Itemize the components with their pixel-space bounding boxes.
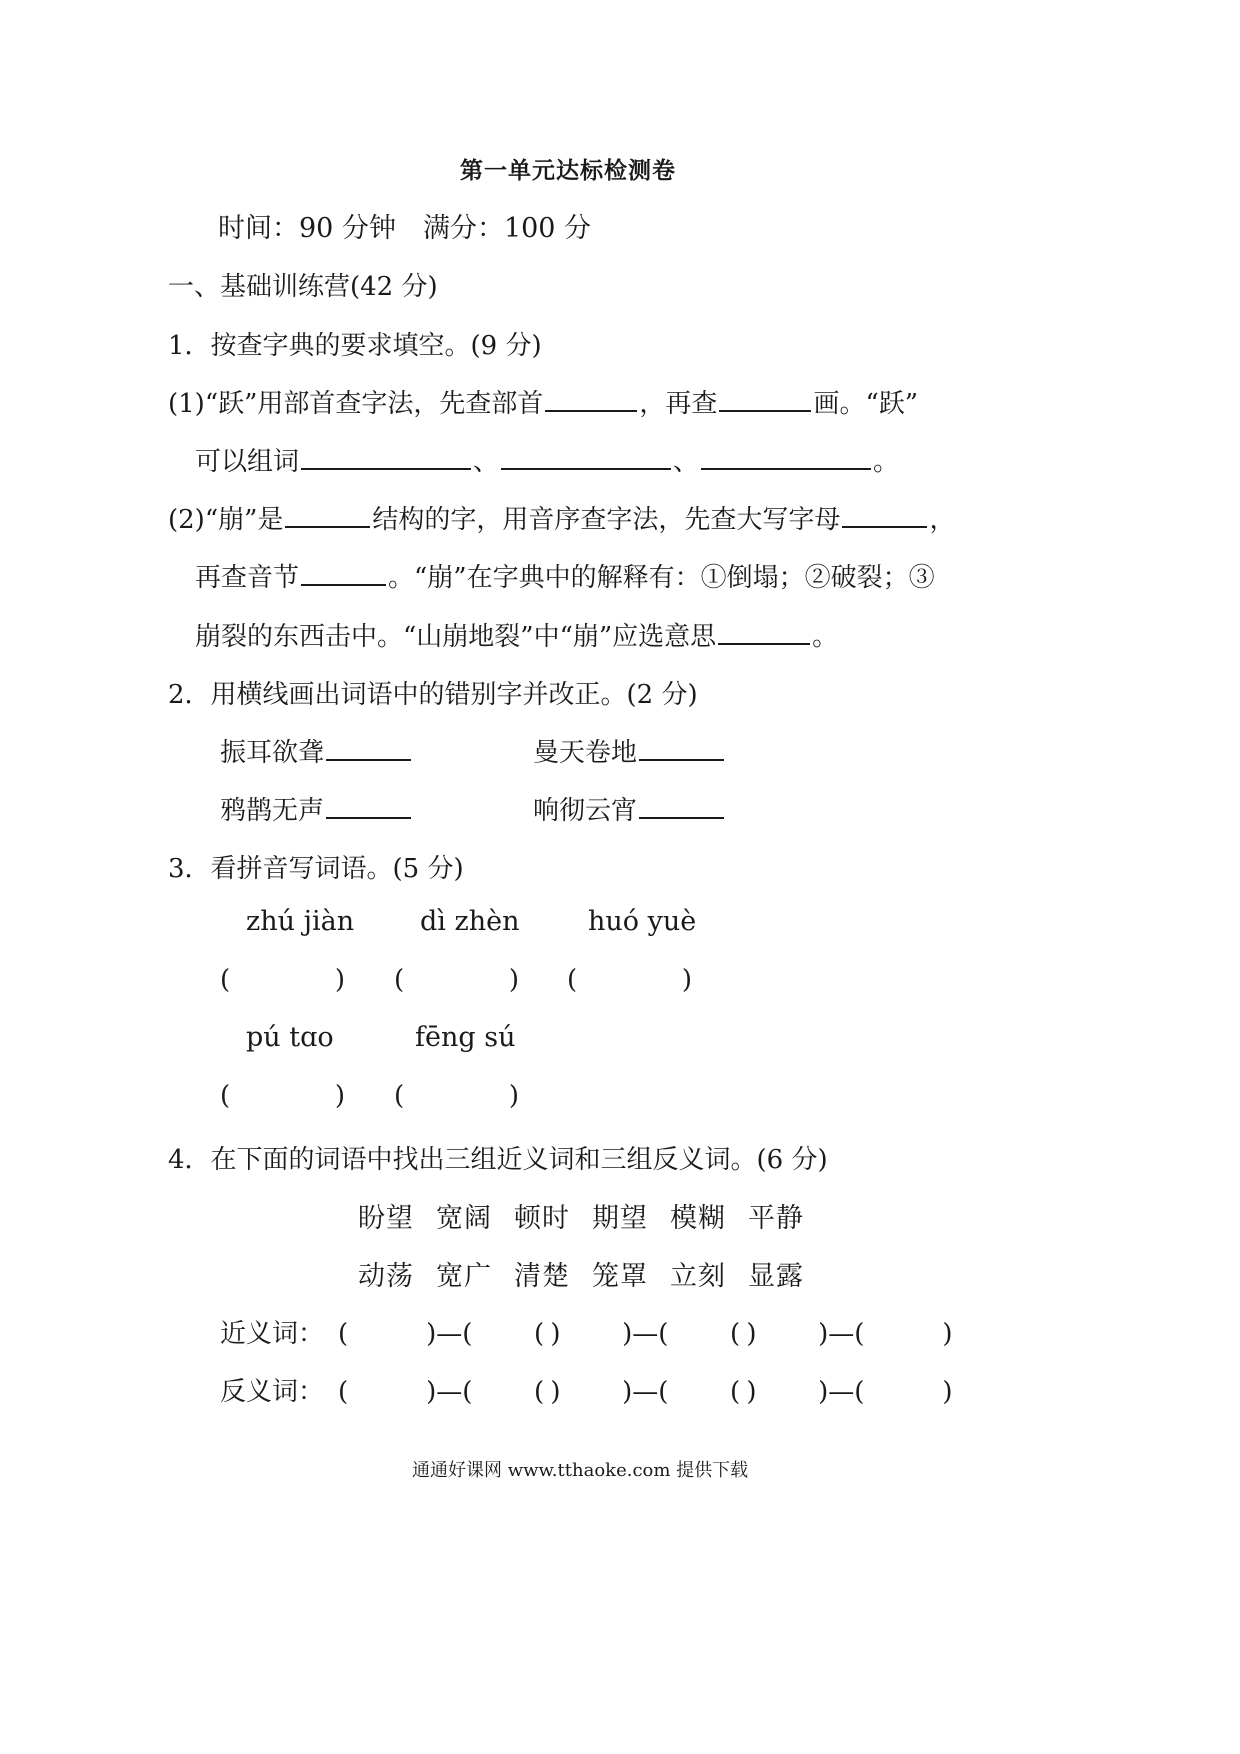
q1-p2-text-e: 。“崩”在字典中的解释有：①倒塌；②破裂；③ [388, 563, 935, 593]
word-row-1 [358, 1196, 826, 1235]
sep: 、 [473, 447, 500, 477]
q2-item-4 [533, 790, 726, 827]
q1-p2-text-c: ， [929, 505, 956, 535]
synonym-pair-1[interactable]: ( )—( ) [338, 1319, 561, 1349]
q1-p1-line1 [168, 383, 918, 420]
q1-p2-text-d: 再查音节 [195, 563, 300, 593]
word: 立刻 [670, 1261, 726, 1292]
q1-p2-line2 [195, 557, 935, 594]
blank-capital-letter[interactable] [842, 504, 927, 528]
paren-open: ( [394, 965, 405, 995]
antonym-row [220, 1371, 953, 1408]
q2-word: 响彻云宵 [533, 796, 638, 826]
word: 宽广 [436, 1261, 492, 1292]
pinyin-1: zhú jiàn [246, 906, 355, 937]
q2-item-2 [533, 732, 726, 769]
paren-open: ( [220, 965, 231, 995]
pinyin-3: huó yuè [588, 906, 697, 937]
answer-box-2[interactable] [394, 965, 519, 995]
answer-box-4[interactable] [220, 1081, 345, 1111]
q2-word: 鸦鹊无声 [220, 796, 325, 826]
exam-title: 第一单元达标检测卷 [460, 157, 676, 184]
word: 期望 [592, 1203, 648, 1234]
antonym-pair-1[interactable]: ( )—( ) [338, 1377, 561, 1407]
q1-p1-line2 [195, 441, 899, 478]
pinyin-5: fēng sú [415, 1022, 516, 1053]
blank-strokes[interactable] [719, 388, 811, 412]
q2-item-3 [220, 790, 413, 827]
answer-box-5[interactable] [394, 1081, 519, 1111]
paren-open: ( [394, 1081, 405, 1111]
q2-prompt: 2．用横线画出词语中的错别字并改正。(2 分) [168, 680, 698, 710]
paren-open: ( [220, 1081, 231, 1111]
blank-radical[interactable] [545, 388, 637, 412]
blank-correction[interactable] [639, 737, 724, 761]
paren-open: ( [567, 965, 578, 995]
paren-close: ) [334, 965, 345, 995]
q1-p2-text-a: (2)“崩”是 [168, 505, 284, 535]
section-heading: 一、基础训练营(42 分) [168, 272, 438, 302]
blank-meaning[interactable] [718, 621, 810, 645]
q1-p2-line1 [168, 499, 955, 536]
paren-close: ) [508, 1081, 519, 1111]
blank-word-1[interactable] [301, 446, 471, 470]
paren-close: ) [334, 1081, 345, 1111]
word-row-2 [358, 1254, 826, 1293]
blank-word-3[interactable] [701, 446, 871, 470]
footer-text: 通通好课网 www.tthaoke.com 提供下载 [412, 1460, 749, 1481]
blank-correction[interactable] [639, 795, 724, 819]
antonym-pair-2[interactable]: ( )—( ) [534, 1377, 757, 1407]
q1-p1-text-a: (1)“跃”用部首查字法，先查部首 [168, 389, 544, 419]
synonym-row [220, 1313, 953, 1350]
blank-correction[interactable] [326, 795, 411, 819]
answer-box-3[interactable] [567, 965, 692, 995]
q4-prompt: 4．在下面的词语中找出三组近义词和三组反义词。(6 分) [168, 1145, 828, 1175]
synonym-label: 近义词： [220, 1319, 325, 1349]
blank-word-2[interactable] [501, 446, 671, 470]
word: 顿时 [514, 1203, 570, 1234]
word: 盼望 [358, 1203, 414, 1234]
paren-close: ) [508, 965, 519, 995]
q1-p2-end: 。 [812, 622, 839, 652]
q1-p2-text-b: 结构的字，用音序查字法，先查大写字母 [372, 505, 841, 535]
q2-word: 曼天卷地 [533, 738, 638, 768]
pinyin-2: dì zhèn [420, 906, 520, 937]
q1-p1-text-d: 可以组词 [195, 447, 300, 477]
word: 显露 [748, 1261, 804, 1292]
blank-correction[interactable] [326, 737, 411, 761]
antonym-label: 反义词： [220, 1377, 325, 1407]
q1-p2-text-f: 崩裂的东西击中。“山崩地裂”中“崩”应选意思 [195, 622, 717, 652]
word: 平静 [748, 1203, 804, 1234]
word: 动荡 [358, 1261, 414, 1292]
blank-syllable[interactable] [301, 562, 386, 586]
q2-word: 振耳欲聋 [220, 738, 325, 768]
q1-p1-text-c: 画。“跃” [813, 389, 919, 419]
q1-p1-end: 。 [873, 447, 900, 477]
word: 笼罩 [592, 1261, 648, 1292]
q3-prompt: 3．看拼音写词语。(5 分) [168, 854, 464, 884]
answer-box-1[interactable] [220, 965, 345, 995]
paren-close: ) [681, 965, 692, 995]
antonym-pair-3[interactable]: ( )—( ) [730, 1377, 953, 1407]
blank-structure[interactable] [285, 504, 370, 528]
synonym-pair-3[interactable]: ( )—( ) [730, 1319, 953, 1349]
q2-item-1 [220, 732, 413, 769]
pinyin-4: pú tɑo [246, 1022, 334, 1053]
q1-p1-text-b: ，再查 [639, 389, 718, 419]
q1-p2-line3 [195, 616, 838, 653]
word: 清楚 [514, 1261, 570, 1292]
sep: 、 [673, 447, 700, 477]
synonym-pair-2[interactable]: ( )—( ) [534, 1319, 757, 1349]
q1-prompt: 1．按查字典的要求填空。(9 分) [168, 331, 542, 361]
word: 模糊 [670, 1203, 726, 1234]
exam-meta: 时间：90 分钟 满分：100 分 [218, 213, 592, 244]
word: 宽阔 [436, 1203, 492, 1234]
